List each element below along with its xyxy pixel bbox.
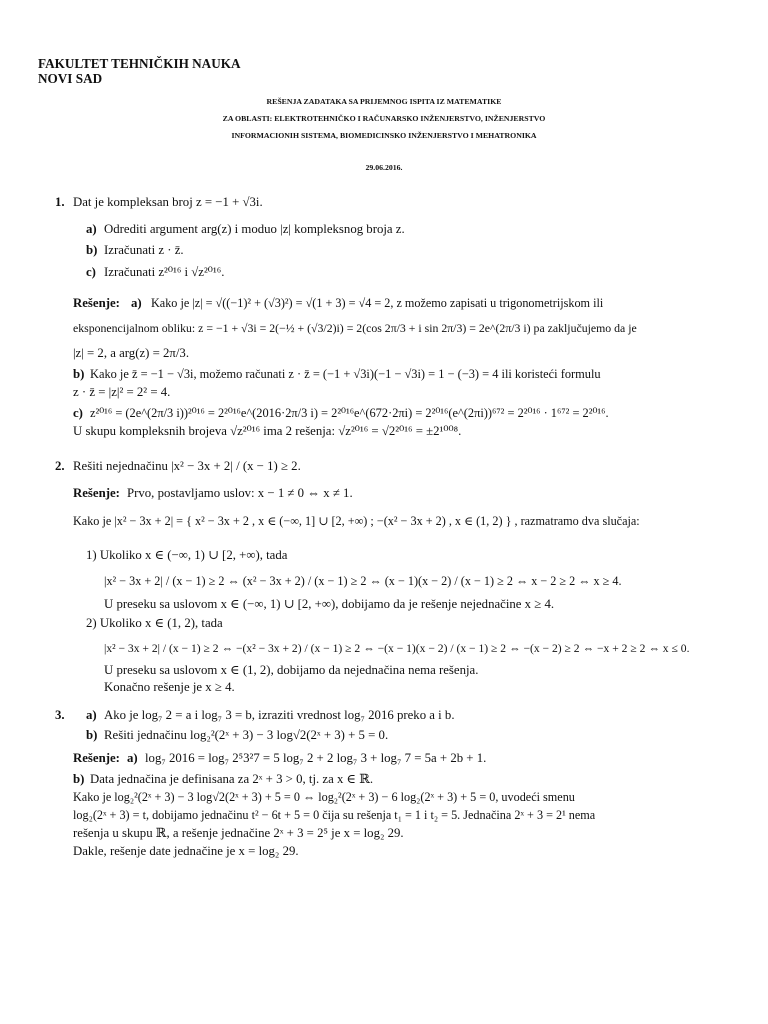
problem-3-solution-b-line-1: Data jednačina je definisana za 2ˣ + 3 > 0, tj. za x ∈ ℝ. — [90, 772, 374, 786]
problem-1-solution-b-line-2: z · z̄ = |z|² = 2² = 4. — [73, 385, 171, 399]
problem-2-number: 2. — [55, 459, 65, 473]
problem-1-solution-c-label: c) — [73, 406, 83, 420]
problem-1b-text: Izračunati z · z̄. — [104, 243, 184, 257]
problem-1-statement: Dat je kompleksan broj z = −1 + √3i. — [73, 195, 263, 209]
problem-1-solution-a-line-1: Kako je |z| = √((−1)² + (√3)²) = √(1 + 3) = √4 = 2, z možemo zapisati u trigonometrijskom ili — [151, 296, 604, 310]
problem-1c-label: c) — [86, 265, 96, 279]
doc-title-line-1: REŠENJA ZADATAKA SA PRIJEMNOG ISPITA IZ MATEMATIKE — [266, 97, 502, 106]
problem-2-statement: Rešiti nejednačinu |x² − 3x + 2| / (x − 1) ≥ 2. — [73, 459, 301, 473]
problem-2-case-1-title: 1) Ukoliko x ∈ (−∞, 1) ∪ [2, +∞), tada — [86, 548, 288, 562]
problem-1-solution-a-label: a) — [131, 296, 142, 310]
problem-3-solution-b-line-2: Kako je log₂²(2ˣ + 3) − 3 log√2(2ˣ + 3) + 5 = 0 ⇔ log₂²(2ˣ + 3) − 6 log₂(2ˣ + 3) + 5 = 0, uvodeći smenu — [73, 790, 575, 804]
problem-2-case-2-title: 2) Ukoliko x ∈ (1, 2), tada — [86, 616, 223, 630]
problem-2-case-2-equation: |x² − 3x + 2| / (x − 1) ≥ 2 ⇔ −(x² − 3x + 2) / (x − 1) ≥ 2 ⇔ −(x − 1)(x − 2) / (x − 1) ≥ 2 ⇔ −(x − 2) ≥ 2 ⇔ −x + 2 ≥ 2 ⇔ x ≤ 0. — [104, 642, 690, 655]
problem-2-case-1-result: U preseku sa uslovom x ∈ (−∞, 1) ∪ [2, +∞), dobijamo da je rešenje nejednačine x ≥ 4. — [104, 597, 555, 611]
problem-3-solution-b-line-5: Dakle, rešenje date jednačine je x = log₂ 29. — [73, 844, 299, 858]
problem-1-solution-a-line-3: |z| = 2, a arg(z) = 2π/3. — [73, 346, 190, 360]
problem-1b-label: b) — [86, 243, 98, 257]
problem-1-solution-b-line-1: Kako je z̄ = −1 − √3i, možemo računati z · z̄ = (−1 + √3i)(−1 − √3i) = 1 − (−3) = 4 ili koristeći formulu — [90, 367, 601, 381]
exam-date: 29.06.2016. — [365, 163, 403, 172]
problem-3b-text: Rešiti jednačinu log₂²(2ˣ + 3) − 3 log√2(2ˣ + 3) + 5 = 0. — [104, 728, 389, 742]
problem-3-solution-a-label: a) — [127, 751, 138, 765]
problem-3-solution-a: log₇ 2016 = log₇ 2⁵3²7 = 5 log₇ 2 + 2 log₇ 3 + log₇ 7 = 5a + 2b + 1. — [145, 751, 487, 765]
problem-3-solution-b-line-4: rešenja u skupu ℝ, a rešenje jednačine 2ˣ + 3 = 2⁵ je x = log₂ 29. — [73, 826, 404, 840]
problem-2-solution-label: Rešenje: — [73, 486, 120, 500]
problem-3-number: 3. — [55, 708, 65, 722]
problem-2-final-answer: Konačno rešenje je x ≥ 4. — [104, 680, 235, 694]
problem-3-solution-b-label: b) — [73, 772, 85, 786]
problem-1a-text: Odrediti argument arg(z) i moduo |z| kompleksnog broja z. — [104, 222, 405, 236]
problem-1-solution-c-line-1: z²⁰¹⁶ = (2e^(2π/3 i))²⁰¹⁶ = 2²⁰¹⁶e^(2016·2π/3 i) = 2²⁰¹⁶e^(672·2πi) = 2²⁰¹⁶(e^(2πi))⁶⁷² = 2²⁰¹⁶ · 1⁶⁷² = 2²⁰¹⁶. — [90, 406, 609, 420]
problem-2-case-1-equation: |x² − 3x + 2| / (x − 1) ≥ 2 ⇔ (x² − 3x + 2) / (x − 1) ≥ 2 ⇔ (x − 1)(x − 2) / (x − 1) ≥ 2 ⇔ x − 2 ≥ 2 ⇔ x ≥ 4. — [104, 574, 622, 588]
problem-1a-label: a) — [86, 222, 97, 236]
problem-1-solution-c-line-2: U skupu kompleksnih brojeva √z²⁰¹⁶ ima 2 rešenja: √z²⁰¹⁶ = √2²⁰¹⁶ = ±2¹⁰⁰⁸. — [73, 424, 462, 438]
problem-3-solution-label: Rešenje: — [73, 751, 120, 765]
doc-title-line-3: INFORMACIONIH SISTEMA, BIOMEDICINSKO INŽENJERSTVO I MEHATRONIKA — [231, 131, 537, 140]
problem-2-solution-line-2: Kako je |x² − 3x + 2| = { x² − 3x + 2 , x ∈ (−∞, 1] ∪ [2, +∞) ; −(x² − 3x + 2) , x ∈ (1, 2) } , razmatramo dva slučaja: — [73, 514, 640, 528]
problem-2-solution-line-1: Prvo, postavljamo uslov: x − 1 ≠ 0 ⇔ x ≠ 1. — [127, 486, 353, 500]
problem-1c-text: Izračunati z²⁰¹⁶ i √z²⁰¹⁶. — [104, 265, 225, 279]
faculty-name: FAKULTET TEHNIČKIH NAUKA — [38, 56, 241, 71]
problem-1-solution-a-line-2: eksponencijalnom obliku: z = −1 + √3i = 2(−½ + (√3/2)i) = 2(cos 2π/3 + i sin 2π/3) = 2e^(2π/3 i) pa zaključujemo da je — [73, 321, 637, 335]
problem-1-solution-b-label: b) — [73, 367, 85, 381]
problem-3-solution-b-line-3: log₂(2ˣ + 3) = t, dobijamo jednačinu t² − 6t + 5 = 0 čija su rešenja t₁ = 1 i t₂ = 5. Jednačina 2ˣ + 3 = 2¹ nema — [73, 808, 596, 822]
city-name: NOVI SAD — [38, 71, 103, 86]
problem-3a-text: Ako je log₇ 2 = a i log₇ 3 = b, izraziti vrednost log₇ 2016 preko a i b. — [104, 708, 455, 722]
problem-3a-label: a) — [86, 708, 97, 722]
problem-1-number: 1. — [55, 195, 65, 209]
problem-3b-label: b) — [86, 728, 98, 742]
problem-1-solution-label: Rešenje: — [73, 296, 120, 310]
doc-title-line-2: ZA OBLASTI: ELEKTROTEHNIČKO I RAČUNARSKO INŽENJERSTVO, INŽENJERSTVO — [222, 114, 546, 123]
problem-2-case-2-result: U preseku sa uslovom x ∈ (1, 2), dobijamo da nejednačina nema rešenja. — [104, 663, 479, 677]
